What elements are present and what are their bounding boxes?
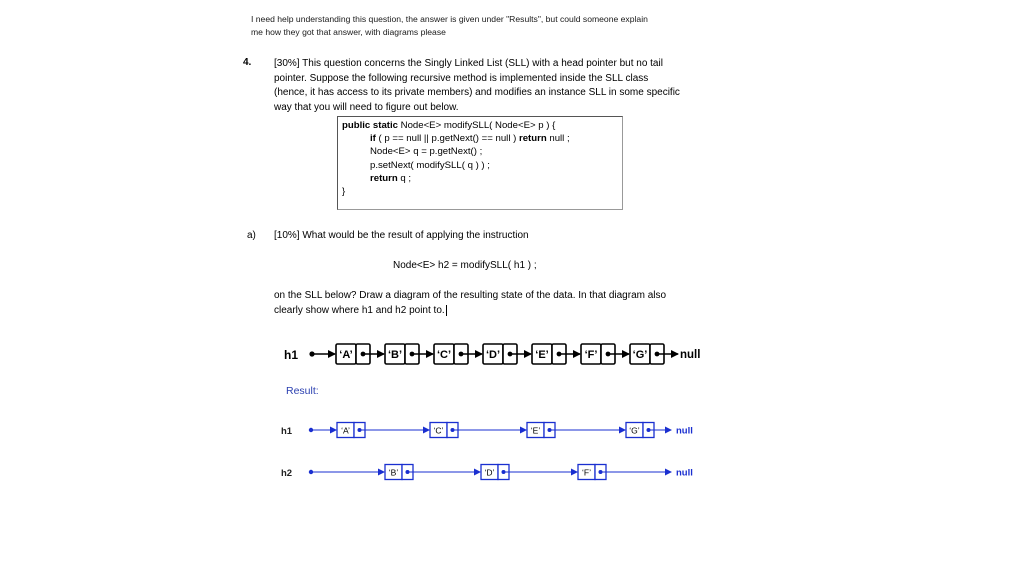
- question-line: (hence, it has access to its private members) and modifies an instance SLL in some specific: [274, 87, 680, 99]
- null-label: null: [680, 349, 701, 361]
- code-line-4: p.setNext( modifySLL( q ) ) ;: [370, 159, 490, 171]
- question-number: 4.: [243, 57, 252, 68]
- node-label: ‘D’: [485, 349, 501, 361]
- node-label: ‘B’: [387, 349, 403, 361]
- result-label-h2: h2: [281, 468, 293, 479]
- node-label: ‘C’: [436, 349, 452, 361]
- result-label: Result:: [286, 385, 319, 397]
- part-a-instruction: Node<E> h2 = modifySLL( h1 ) ;: [393, 260, 537, 271]
- question-line: [30%] This question concerns the Singly Linked List (SLL) with a head pointer but no tail: [274, 58, 663, 69]
- code-line-close: }: [342, 186, 346, 198]
- result-node-label: ‘F’: [582, 467, 591, 478]
- node-label: ‘G’: [632, 349, 648, 361]
- result-null-label: null: [676, 425, 693, 437]
- result-node-label: ‘B’: [388, 467, 399, 478]
- result-label-h1: h1: [281, 426, 293, 437]
- code-line-return: return q ;: [370, 172, 412, 184]
- part-a-question: [10%] What would be the result of applying the instruction: [274, 230, 529, 241]
- node-label: ‘E’: [535, 349, 549, 361]
- part-a-label: a): [247, 230, 256, 241]
- part-a-line: on the SLL below? Draw a diagram of the resulting state of the data. In that diagram also: [274, 290, 667, 301]
- part-a-line: clearly show where h1 and h2 point to.: [274, 304, 445, 316]
- result-null-label: null: [676, 467, 693, 479]
- request-line-1: I need help understanding this question, the answer is given under "Results", but could someone explain: [251, 14, 648, 24]
- code-line-3: Node<E> q = p.getNext() ;: [370, 146, 483, 158]
- result-node-label: ‘C’: [433, 425, 444, 436]
- question-line: way that you will need to figure out below.: [274, 101, 459, 113]
- result-node-label: ‘D’: [484, 467, 495, 478]
- node-label: ‘A’: [339, 349, 353, 361]
- node-label: ‘F’: [584, 349, 598, 361]
- code-line-if: if ( p == null || p.getNext() == null ) return null ;: [370, 133, 570, 145]
- result-node-label: ‘A’: [341, 425, 350, 436]
- result-node-label: ‘E’: [530, 425, 541, 436]
- result-node-label: ‘G’: [629, 425, 640, 436]
- code-line-signature: public static Node<E> modifySLL( Node<E> p ) {: [342, 120, 556, 131]
- question-line: pointer. Suppose the following recursive method is implemented inside the SLL class: [274, 72, 649, 84]
- request-line-2: me how they got that answer, with diagrams please: [251, 27, 446, 37]
- head-label-h1: h1: [284, 348, 299, 362]
